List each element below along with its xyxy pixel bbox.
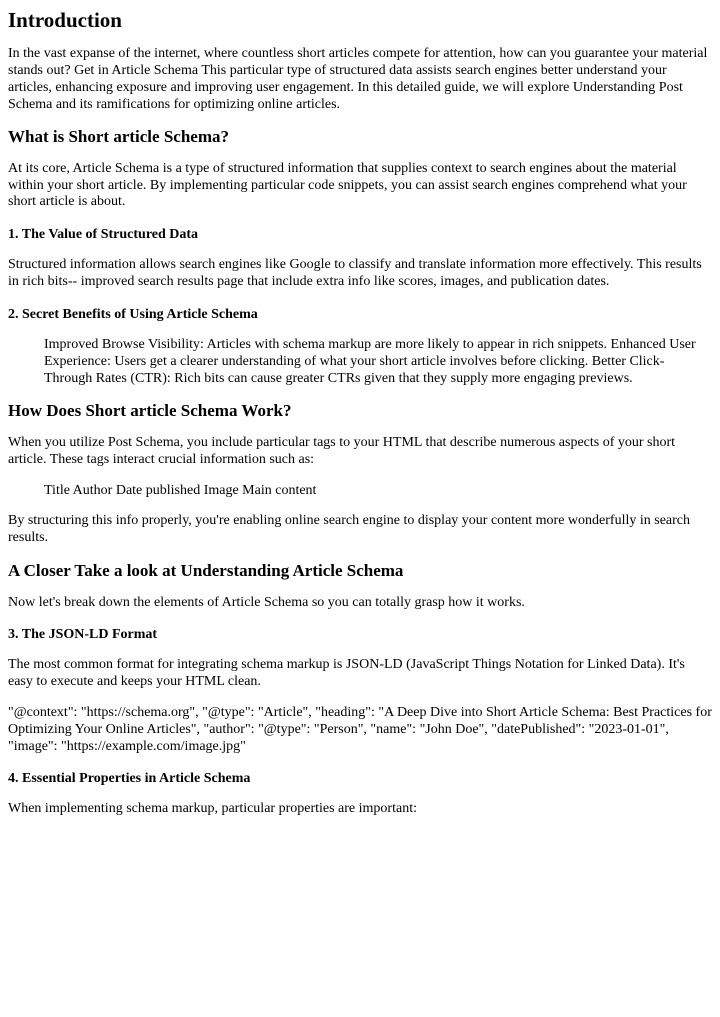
how-works-heading: How Does Short article Schema Work?	[8, 401, 292, 421]
properties-heading: 4. Essential Properties in Article Schema	[8, 771, 251, 787]
what-is-paragraph: At its core, Article Schema is a type of structured information that supplies context to search engines about the material within your short article. By implementing particular code snippets, you can assist search engines comprehend what your short article is about.	[8, 160, 687, 210]
value-paragraph: Structured information allows search engines like Google to classify and translate information more effectively. This results in rich bits-- improved search results page that include extra info like scores, images, and publication dates.	[8, 257, 702, 290]
benefits-quote: Improved Browse Visibility: Articles with schema markup are more likely to appear in rich snippets. Enhanced User Experience: Users get a clearer understanding of what your short article involves before clicking. Better Click-Through Rates (CTR): Rich bits can cause greater CTRs given that they supply more engaging previews.	[44, 337, 696, 386]
what-is-heading: What is Short article Schema?	[8, 127, 229, 147]
intro-heading: Introduction	[8, 8, 122, 32]
benefits-heading: 2. Secret Benefits of Using Article Schema	[8, 306, 258, 322]
how-works-paragraph-2: By structuring this info properly, you're enabling online search engine to display your content more wonderfully in search results.	[8, 513, 690, 546]
properties-paragraph: When implementing schema markup, particular properties are important:	[8, 801, 417, 817]
intro-paragraph: In the vast expanse of the internet, where countless short articles compete for attention, how can you guarantee your material stands out? Get in Article Schema This particular type of structured data assists search engines better understand your articles, enhancing exposure and improving user engagement. In this detailed guide, we will explore Understanding Post Schema and its ramifications for optimizing online articles.	[8, 46, 708, 112]
jsonld-heading: 3. The JSON-LD Format	[8, 627, 158, 643]
closer-paragraph: Now let's break down the elements of Article Schema so you can totally grasp how it works.	[8, 594, 525, 610]
closer-heading: A Closer Take a look at Understanding Article Schema	[8, 560, 404, 580]
how-works-quote: Title Author Date published Image Main content	[44, 482, 317, 498]
value-heading: 1. The Value of Structured Data	[8, 227, 199, 243]
jsonld-code: "@context": "https://schema.org", "@type": "Article", "heading": "A Deep Dive into Short Article Schema: Best Practices for Optimizing Your Online Articles", "author": "@type": "Person", "name": "John Doe", "datePublished": "2023-01-01", "image": "https://example.com/image.jpg"	[8, 705, 712, 754]
jsonld-paragraph: The most common format for integrating schema markup is JSON-LD (JavaScript Things Notation for Linked Data). It's easy to execute and keeps your HTML clean.	[8, 657, 685, 690]
how-works-paragraph: When you utilize Post Schema, you include particular tags to your HTML that describe numerous aspects of your short article. These tags interact crucial information such as:	[8, 434, 676, 467]
